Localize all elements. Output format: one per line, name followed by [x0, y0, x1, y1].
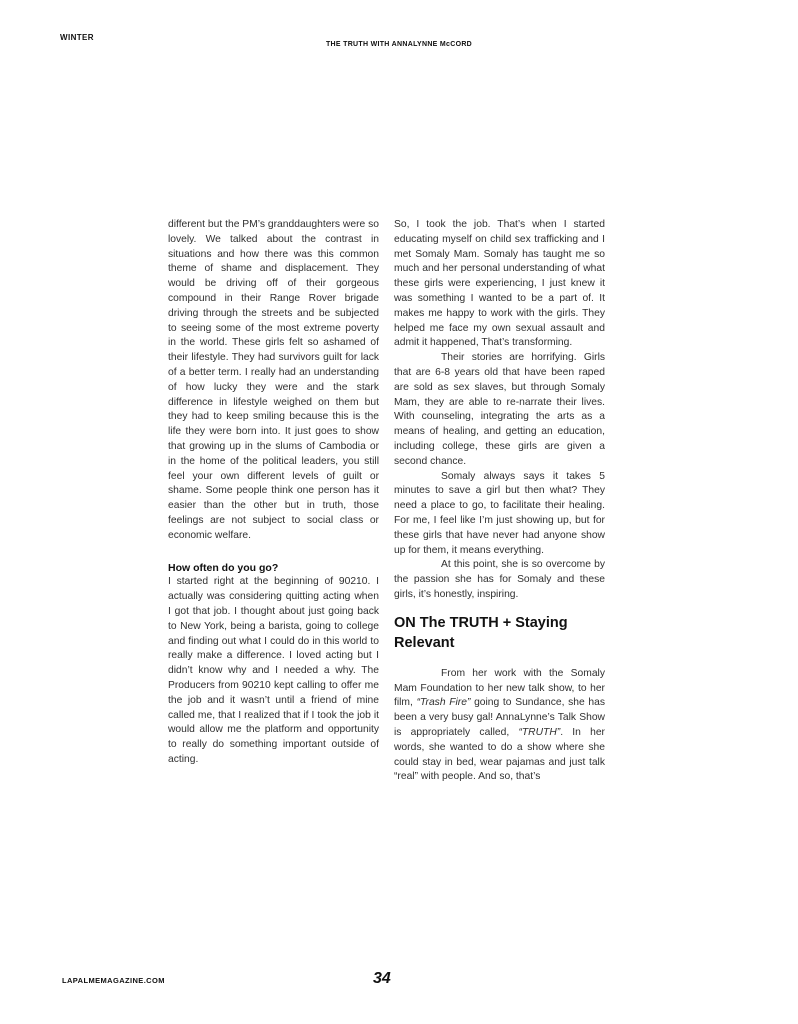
left-text-column — [168, 218, 379, 768]
paragraph-text: going to Sundance, she has been a very busy gal! AnnaLynne’s Talk Show is appropriately called, — [394, 697, 605, 738]
paragraph-text: From her work with the Somaly Mam Foundation to her new talk show, to her film, — [394, 667, 605, 709]
body-paragraph: At this point, she is so overcome by the passion she has for Somaly and these girls, it’s honestly, inspiring. — [394, 559, 605, 600]
right-text-column — [394, 218, 605, 785]
body-paragraph: So, I took the job. That’s when I started educating myself on child sex trafficking and I met Somaly Mam. Somaly has taught me so much and her personal understanding of what these girls were experiencing, I just knew it was something I wanted to be a part of. It makes me happy to work with the girls. They helped me face my own sexual assault and admit it happened, That’s transforming. — [394, 219, 605, 349]
article-running-title: THE TRUTH WITH ANNALYNNE McCORD — [325, 41, 473, 48]
body-paragraph: I started right at the beginning of 90210. I actually was considering quitting acting when I got that job. I thought about just going back to New York, being a barista, going to college and finding out what I could do in this world to really make a difference. I loved acting but I didn’t know why and I needed a why. The Producers from 90210 kept calling to offer me the job and it wasn’t until a friend of mine called me, that I realized that if I took the job it would allow me the platform and opportunity to really do something important outside of acting. — [168, 576, 379, 765]
paragraph-text: . In her words, she wanted to do a show where she could stay in bed, wear pajamas and just talk “real” with people. And so, that’s — [394, 726, 605, 783]
body-paragraph: different but the PM’s granddaughters were so lovely. We talked about the contrast in situations and how there was this common theme of shame and displacement. They would be driving off of their gorgeous compound in their Range Rover brigade driving through the streets and be subjected to seeing some of the most extreme poverty in the world. These girls felt so ashamed of their lifestyle. They had survivors guilt for lack of a better term. I really had an understanding of how lucky they were and the stark difference in lifestyle weighed on them but they had to keep smiling because this is the life they were born into. It just goes to show that growing up in the slums of Cambodia or in the home of the political leaders, you still feel your own different levels of guilt or shame. Some people think one person has it easier than the other but in truth, those feelings are not subject to social class or economic welfare. — [168, 219, 379, 541]
season-label: WINTER — [60, 33, 94, 42]
page-number: 34 — [373, 970, 391, 987]
film-title: “Trash Fire” — [416, 697, 471, 709]
body-paragraph: Their stories are horrifying. Girls that are 6-8 years old that have been raped are sold as sex slaves, but through Somaly Mam, they are able to re-narrate their lives. With counseling, integrating the arts as a means of healing, and getting an education, including college, these girls are given a second chance. — [394, 352, 605, 467]
interview-question: How often do you go? — [168, 561, 279, 574]
website-link[interactable]: LAPALMEMAGAZINE.COM — [62, 976, 165, 985]
body-paragraph: Somaly always says it takes 5 minutes to save a girl but then what? They need a place to go, to facilitate their healing. For me, I feel like I’m just showing up, but for these girls that have never had anyone show up for them, it means everything. — [394, 470, 605, 556]
show-title: “TRUTH” — [518, 726, 561, 738]
body-paragraph — [394, 667, 605, 785]
section-heading: ON The TRUTH + Staying Relevant — [394, 614, 568, 651]
